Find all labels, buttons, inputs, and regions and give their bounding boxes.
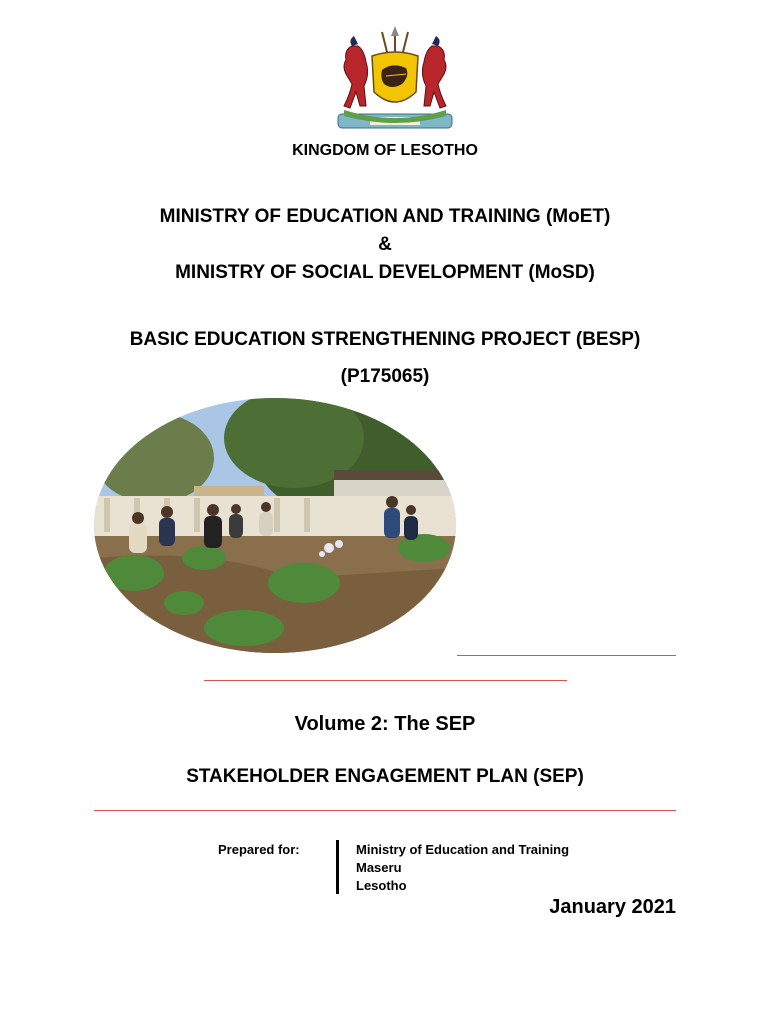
prepared-for-ministry: Ministry of Education and Training: [356, 842, 570, 857]
prepared-for-country: Lesotho: [356, 878, 407, 893]
publication-date: January 2021: [549, 896, 676, 918]
divider-line-short-right: [457, 655, 676, 656]
prepared-for-label: Prepared for:: [218, 842, 300, 857]
project-name-heading: BASIC EDUCATION STRENGTHENING PROJECT (BESP): [129, 329, 641, 350]
garden-meeting-photo: [94, 398, 456, 653]
coat-of-arms-logo: [330, 26, 460, 136]
ministry-education-heading: MINISTRY OF EDUCATION AND TRAINING (MoET): [159, 206, 611, 227]
country-heading: KINGDOM OF LESOTHO: [292, 142, 478, 159]
ampersand-text: &: [378, 234, 392, 255]
volume-title: Volume 2: The SEP: [294, 713, 476, 735]
vertical-separator: [336, 840, 339, 894]
divider-line-middle: [204, 680, 567, 681]
sep-subtitle: STAKEHOLDER ENGAGEMENT PLAN (SEP): [186, 766, 584, 787]
divider-line-full: [94, 810, 676, 811]
ministry-social-heading: MINISTRY OF SOCIAL DEVELOPMENT (MoSD): [175, 262, 595, 283]
prepared-for-city: Maseru: [356, 860, 402, 875]
project-code-heading: (P175065): [340, 366, 430, 387]
